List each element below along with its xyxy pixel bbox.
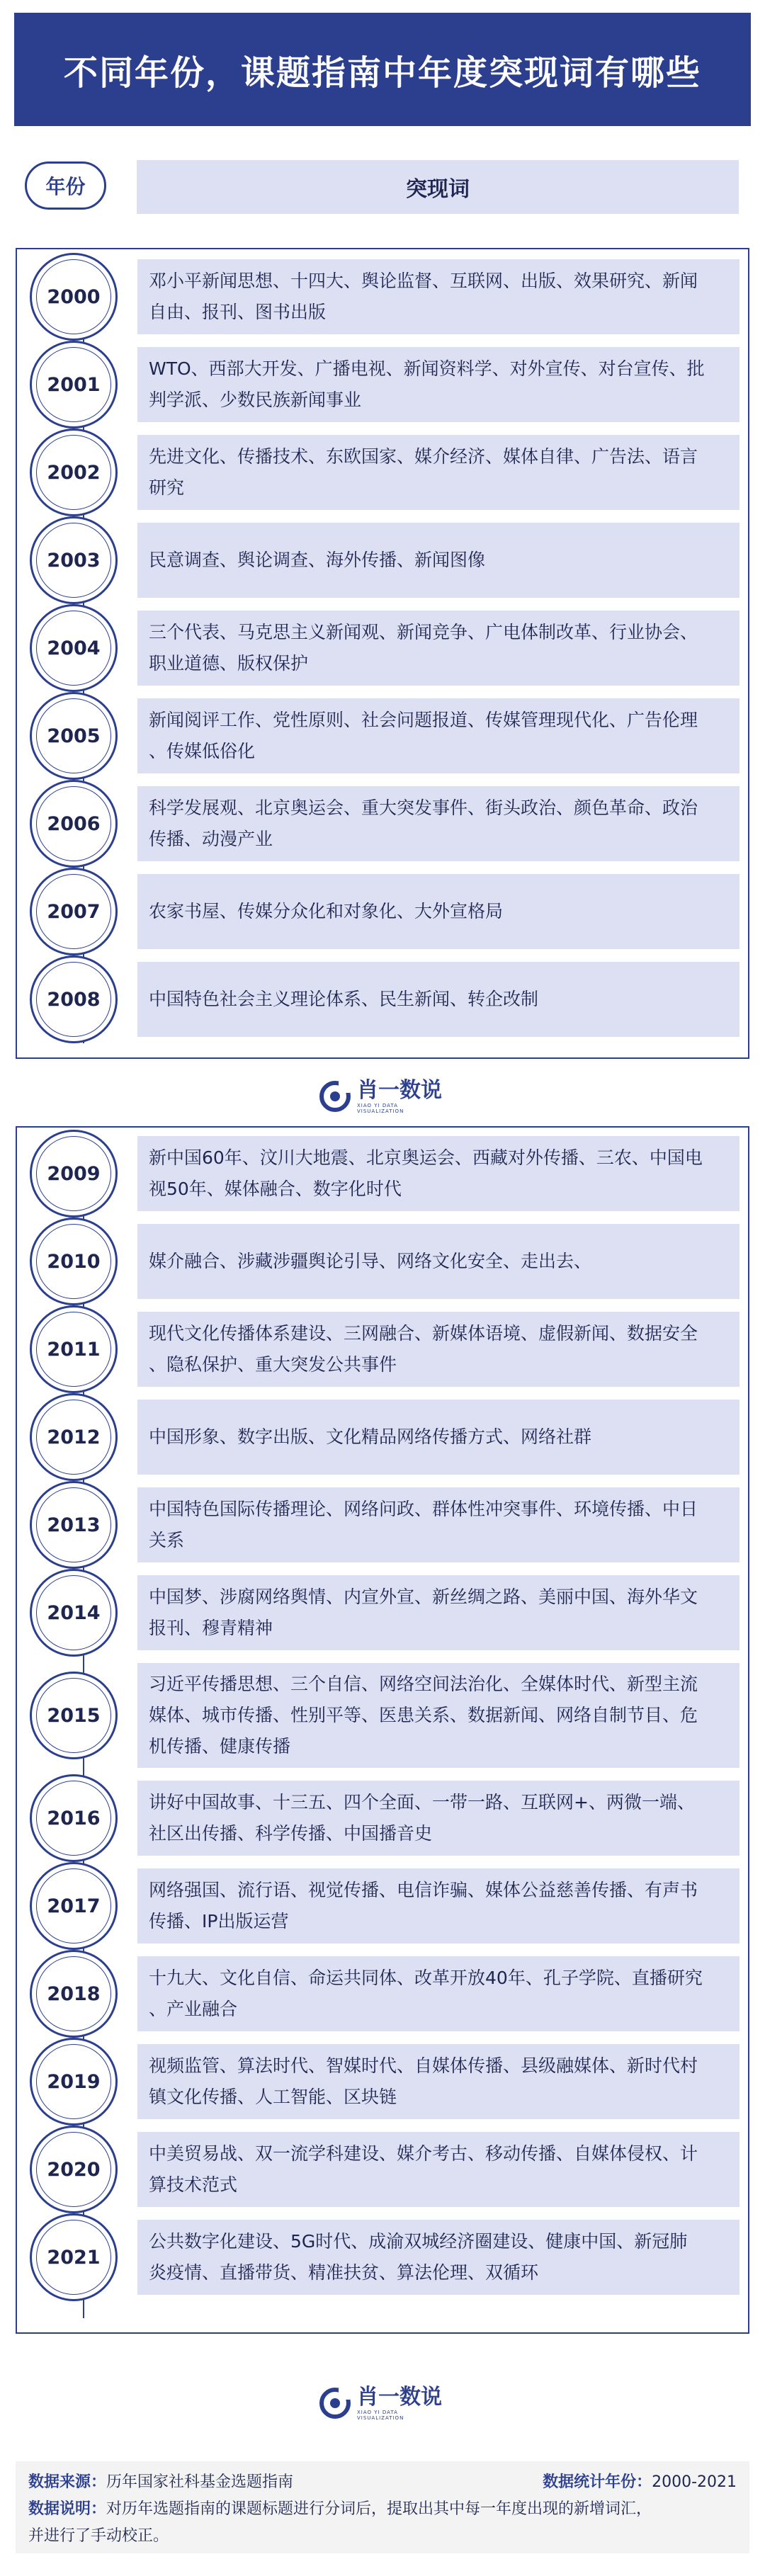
terms-cell	[137, 1663, 740, 1768]
year-circle	[30, 1950, 118, 2038]
year-label: 2000	[47, 285, 101, 308]
terms-line: 判学派、少数民族新闻事业	[149, 390, 362, 410]
terms-cell	[137, 1487, 740, 1562]
year-label: 2018	[47, 1982, 101, 2005]
terms-line: 先进文化、传播技术、东欧国家、媒介经济、媒体自律、广告法、语言	[149, 446, 698, 467]
terms-line: 中美贸易战、双一流学科建设、媒介考古、移动传播、自媒体侵权、计	[149, 2143, 698, 2164]
year-label: 2010	[47, 1250, 101, 1273]
terms-line: 十九大、文化自信、命运共同体、改革开放40年、孔子学院、直播研究	[149, 1968, 703, 1988]
year-circle	[30, 868, 118, 955]
year-circle	[30, 2126, 118, 2213]
year-circle	[30, 2213, 118, 2301]
terms-cell	[137, 523, 740, 598]
year-label: 2020	[47, 2158, 101, 2181]
terms-line: 新中国60年、汶川大地震、北京奥运会、西藏对外传播、三农、中国电	[149, 1147, 703, 1168]
year-row	[17, 435, 748, 510]
year-circle	[30, 1672, 118, 1759]
terms-cell	[137, 1312, 740, 1387]
terms-line: 机传播、健康传播	[149, 1736, 291, 1757]
terms-line: 社区出传播、科学传播、中国播音史	[149, 1823, 433, 1844]
terms-line: 新闻阅评工作、党性原则、社会问题报道、传媒管理现代化、广告伦理	[149, 710, 698, 730]
terms-cell	[137, 962, 740, 1037]
column-header	[25, 154, 740, 218]
year-circle	[30, 780, 118, 868]
year-label: 2008	[47, 988, 101, 1011]
terms-line: 中国梦、涉腐网络舆情、内宣外宣、新丝绸之路、美丽中国、海外华文	[149, 1587, 698, 1607]
year-row	[17, 1400, 748, 1475]
terms-line: 习近平传播思想、三个自信、网络空间法治化、全媒体时代、新型主流	[149, 1674, 698, 1694]
terms-line: 、传媒低俗化	[149, 741, 256, 761]
year-row	[17, 1575, 748, 1650]
year-label: 2009	[47, 1162, 101, 1185]
year-label: 2012	[47, 1426, 101, 1448]
header-banner	[14, 13, 751, 126]
year-circle	[30, 955, 118, 1043]
year-row	[17, 962, 748, 1037]
year-circle	[30, 253, 118, 341]
section-2000-2008	[16, 248, 749, 1059]
terms-line: 中国特色国际传播理论、网络问政、群体性冲突事件、环境传播、中日	[149, 1499, 698, 1519]
year-column-header: 年份	[25, 161, 106, 210]
year-label: 2005	[47, 725, 101, 747]
year-row	[17, 2220, 748, 2295]
terms-line: 媒介融合、涉藏涉疆舆论引导、网络文化安全、走出去、	[149, 1251, 592, 1271]
year-row	[17, 1136, 748, 1211]
terms-cell	[137, 1136, 740, 1211]
year-label: 2014	[47, 1601, 101, 1624]
year-row	[17, 1956, 748, 2031]
terms-cell	[137, 347, 740, 422]
year-label: 2019	[47, 2070, 101, 2093]
year-label: 2017	[47, 1895, 101, 1917]
year-label: 2002	[47, 461, 101, 484]
terms-cell	[137, 1575, 740, 1650]
terms-cell	[137, 1868, 740, 1944]
terms-cell	[137, 611, 740, 686]
terms-cell	[137, 874, 740, 949]
year-row	[17, 2132, 748, 2207]
terms-cell	[137, 1781, 740, 1856]
terms-line: 关系	[149, 1530, 185, 1550]
year-row	[17, 874, 748, 949]
year-circle	[30, 2038, 118, 2126]
year-circle	[30, 1862, 118, 1950]
terms-line: 传播、IP出版运营	[149, 1911, 289, 1931]
terms-line: 中国形象、数字出版、文化精品网络传播方式、网络社群	[149, 1426, 592, 1447]
terms-line: 媒体、城市传播、性别平等、医患关系、数据新闻、网络自制节目、危	[149, 1705, 698, 1725]
logo-mark-icon	[319, 1080, 351, 1113]
terms-line: 民意调查、舆论调查、海外传播、新闻图像	[149, 550, 486, 570]
year-label: 2003	[47, 549, 101, 572]
terms-line: 报刊、穆青精神	[149, 1618, 273, 1638]
year-circle	[30, 429, 118, 516]
year-row	[17, 523, 748, 598]
terms-line: 科学发展观、北京奥运会、重大突发事件、街头政治、颜色革命、政治	[149, 798, 698, 818]
year-row	[17, 1868, 748, 1944]
year-circle	[30, 1774, 118, 1862]
years-text: 2000-2021	[652, 2473, 737, 2491]
terms-line: WTO、西部大开发、广播电视、新闻资料学、对外宣传、对台宣传、批	[149, 358, 705, 379]
year-circle	[30, 1130, 118, 1218]
terms-line: 网络强国、流行语、视觉传播、电信诈骗、媒体公益慈善传播、有声书	[149, 1880, 698, 1900]
terms-cell	[137, 2220, 740, 2295]
year-circle	[30, 1393, 118, 1481]
logo-subtitle: XIAO YI DATA VISUALIZATION	[357, 2410, 404, 2421]
year-row	[17, 2044, 748, 2119]
year-circle	[30, 604, 118, 692]
year-circle	[30, 1569, 118, 1657]
section-2009-2021	[16, 1126, 749, 2334]
source-label: 数据来源：	[28, 2473, 107, 2491]
year-label: 2001	[47, 373, 101, 396]
terms-line: 邓小平新闻思想、十四大、舆论监督、互联网、出版、效果研究、新闻	[149, 271, 698, 291]
year-circle	[30, 1481, 118, 1569]
year-circle	[30, 1305, 118, 1393]
page-title: 不同年份，课题指南中年度突现词有哪些	[63, 52, 701, 93]
footer-notes	[16, 2461, 749, 2553]
year-row	[17, 698, 748, 773]
logo-mark-icon	[319, 2387, 351, 2419]
year-label: 2016	[47, 1807, 101, 1829]
year-row	[17, 1312, 748, 1387]
note-line-1: 对历年选题指南的课题标题进行分词后，提取出其中每一年度出现的新增词汇，	[106, 2500, 652, 2518]
terms-line: 农家书屋、传媒分众化和对象化、大外宣格局	[149, 901, 504, 921]
terms-line: 算技术范式	[149, 2174, 238, 2195]
terms-line: 传播、动漫产业	[149, 829, 273, 849]
year-row	[17, 786, 748, 861]
terms-cell	[137, 2044, 740, 2119]
year-circle	[30, 341, 118, 429]
year-label: 2011	[47, 1338, 101, 1361]
terms-line: 现代文化传播体系建设、三网融合、新媒体语境、虚假新闻、数据安全	[149, 1323, 698, 1344]
year-label: 2015	[47, 1704, 101, 1727]
year-row	[17, 347, 748, 422]
terms-line: 三个代表、马克思主义新闻观、新闻竞争、广电体制改革、行业协会、	[149, 622, 698, 642]
year-row	[17, 1781, 748, 1856]
year-row	[17, 259, 748, 334]
logo	[319, 1077, 446, 1116]
years-label: 数据统计年份：	[543, 2473, 652, 2491]
terms-line: 讲好中国故事、十三五、四个全面、一带一路、互联网+、两微一端、	[149, 1792, 695, 1812]
terms-line: 自由、报刊、图书出版	[149, 302, 327, 322]
year-label: 2004	[47, 637, 101, 659]
year-row	[17, 1224, 748, 1299]
year-circle	[30, 692, 118, 780]
terms-cell	[137, 2132, 740, 2207]
terms-cell	[137, 698, 740, 773]
terms-line: 中国特色社会主义理论体系、民生新闻、转企改制	[149, 989, 539, 1009]
year-row	[17, 611, 748, 686]
terms-line: 炎疫情、直播带货、精准扶贫、算法伦理、双循环	[149, 2262, 539, 2283]
terms-line: 视频监管、算法时代、智媒时代、自媒体传播、县级融媒体、新时代村	[149, 2055, 698, 2076]
terms-line: 视50年、媒体融合、数字化时代	[149, 1179, 402, 1199]
terms-line: 、隐私保护、重大突发公共事件	[149, 1354, 397, 1375]
year-circle	[30, 516, 118, 604]
terms-cell	[137, 1400, 740, 1475]
terms-cell	[137, 1224, 740, 1299]
terms-line: 、产业融合	[149, 1999, 238, 2019]
note-line-2: 并进行了手动校正。	[28, 2527, 169, 2545]
year-label: 2021	[47, 2246, 101, 2269]
terms-line: 职业道德、版权保护	[149, 653, 309, 674]
terms-cell	[137, 259, 740, 334]
year-row	[17, 1487, 748, 1562]
terms-cell	[137, 1956, 740, 2031]
logo-subtitle: XIAO YI DATA VISUALIZATION	[357, 1103, 404, 1114]
terms-cell	[137, 435, 740, 510]
logo-bottom	[319, 2383, 446, 2423]
logo-name: 肖一数说	[357, 1078, 442, 1103]
year-label: 2013	[47, 1514, 101, 1536]
terms-line: 镇文化传播、人工智能、区块链	[149, 2087, 397, 2107]
year-row	[17, 1663, 748, 1768]
source-text: 历年国家社科基金选题指南	[106, 2473, 294, 2491]
year-label: 2007	[47, 900, 101, 923]
terms-cell	[137, 786, 740, 861]
logo-name: 肖一数说	[357, 2385, 442, 2410]
terms-column-header: 突现词	[137, 160, 739, 214]
year-circle	[30, 1218, 118, 1305]
terms-line: 研究	[149, 477, 185, 498]
note-label: 数据说明：	[28, 2500, 107, 2518]
year-label: 2006	[47, 812, 101, 835]
terms-line: 公共数字化建设、5G时代、成渝双城经济圈建设、健康中国、新冠肺	[149, 2231, 688, 2252]
